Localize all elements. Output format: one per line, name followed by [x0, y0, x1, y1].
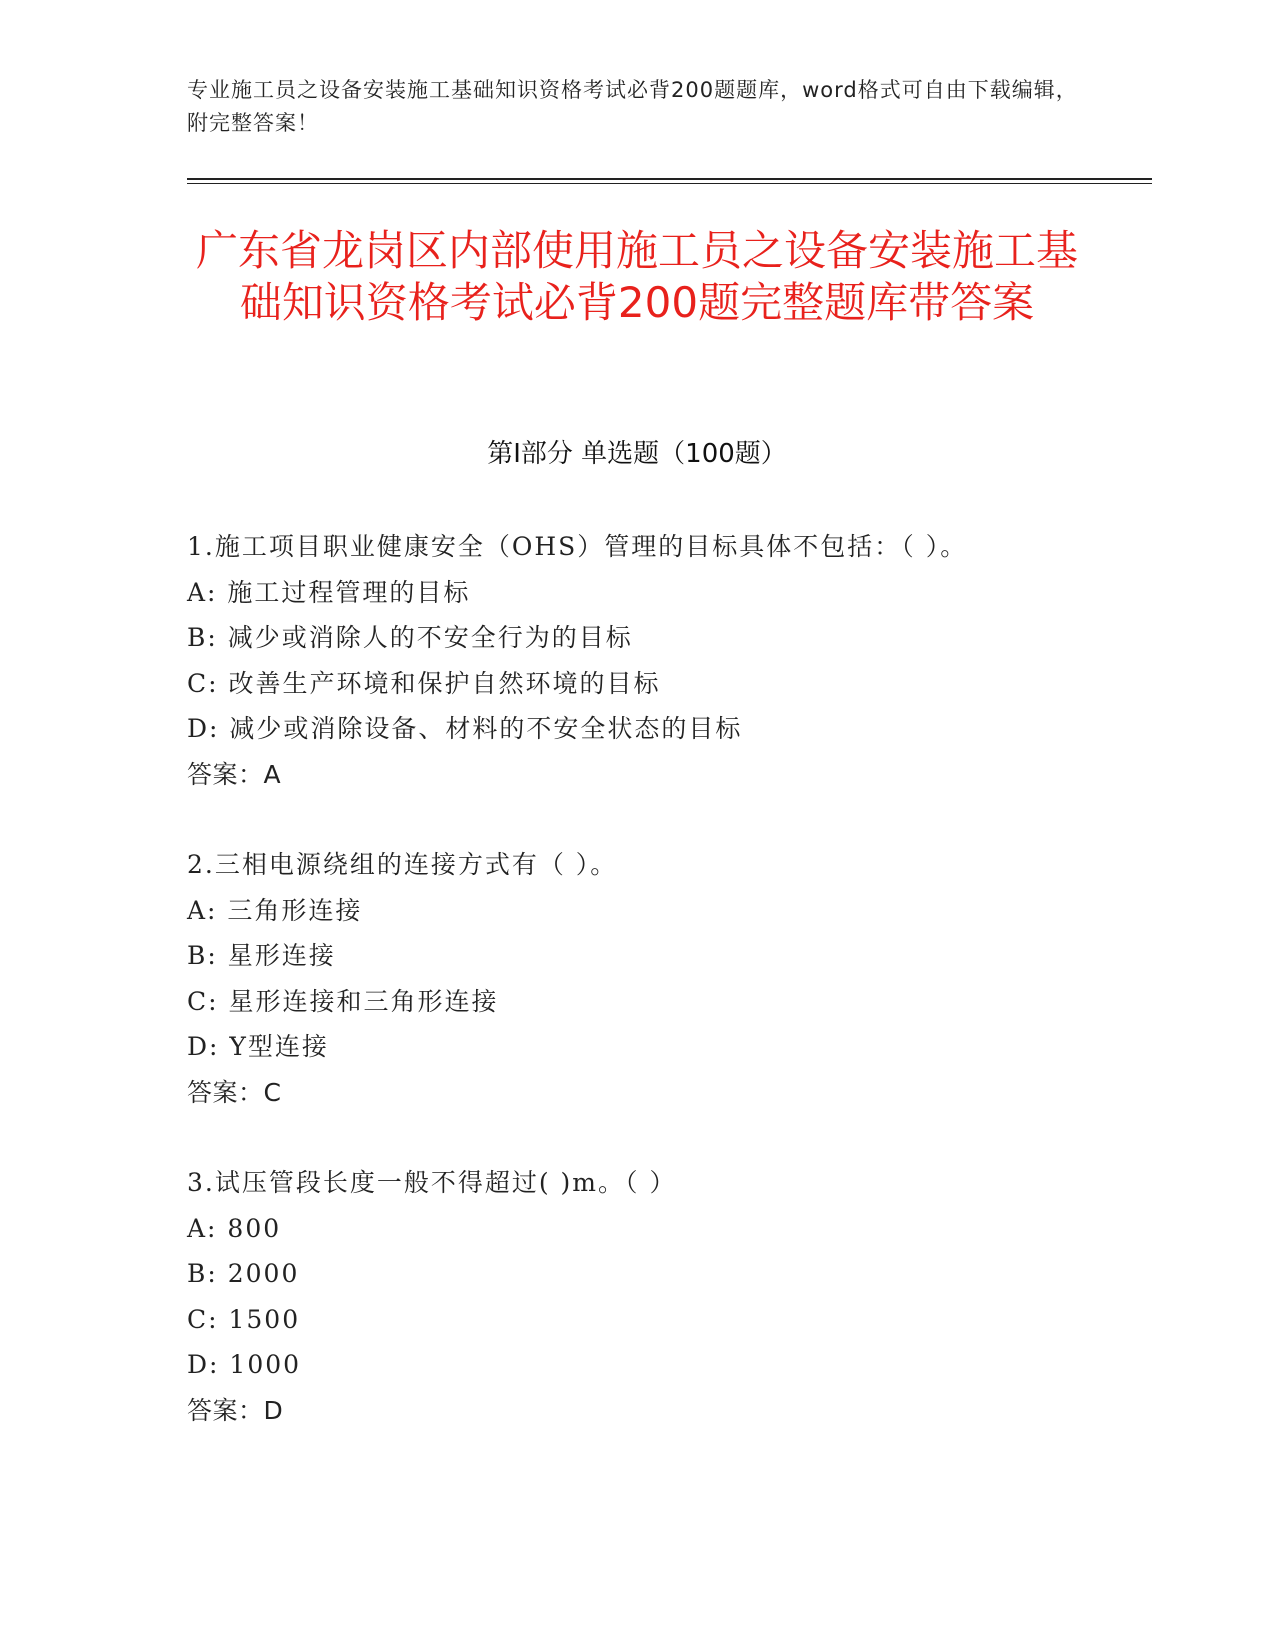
answer: 答案：A	[187, 759, 282, 789]
option-a: A: 施工过程管理的目标	[187, 577, 471, 607]
option-c: C: 改善生产环境和保护自然环境的目标	[187, 668, 661, 698]
option-d: D: 1000	[187, 1350, 302, 1379]
question-3	[187, 1160, 1087, 1433]
option-c: C: 1500	[187, 1304, 301, 1334]
question-stem: 2.三相电源绕组的连接方式有（ ）。	[187, 850, 618, 879]
answer: 答案：C	[187, 1077, 282, 1107]
option-d: D: 减少或消除设备、材料的不安全状态的目标	[187, 714, 743, 743]
option-b: B: 2000	[187, 1259, 300, 1288]
answer: 答案：D	[187, 1395, 284, 1425]
section-title: 第Ⅰ部分 单选题（100题）	[487, 439, 787, 469]
option-c: C: 星形连接和三角形连接	[187, 986, 499, 1016]
question-2	[187, 842, 1087, 1115]
option-b: B: 减少或消除人的不安全行为的目标	[187, 623, 633, 652]
option-a: A: 800	[187, 1213, 282, 1243]
header-divider-thick	[187, 178, 1152, 180]
question-stem: 1.施工项目职业健康安全（OHS）管理的目标具体不包括：（ ）。	[187, 532, 968, 561]
header-divider-thin	[187, 183, 1152, 184]
header-note: 专业施工员之设备安装施工基础知识资格考试必背200题题库，word格式可自由下载编辑，附完整答案！	[187, 78, 1078, 135]
question-1	[187, 524, 1087, 797]
question-stem: 3.试压管段长度一般不得超过( )m。（ ）	[187, 1168, 677, 1197]
option-d: D: Y型连接	[187, 1032, 329, 1061]
option-a: A: 三角形连接	[187, 895, 363, 925]
option-b: B: 星形连接	[187, 941, 336, 970]
document-title: 广东省龙岗区内部使用施工员之设备安装施工基础知识资格考试必背200题完整题库带答案	[195, 226, 1078, 327]
